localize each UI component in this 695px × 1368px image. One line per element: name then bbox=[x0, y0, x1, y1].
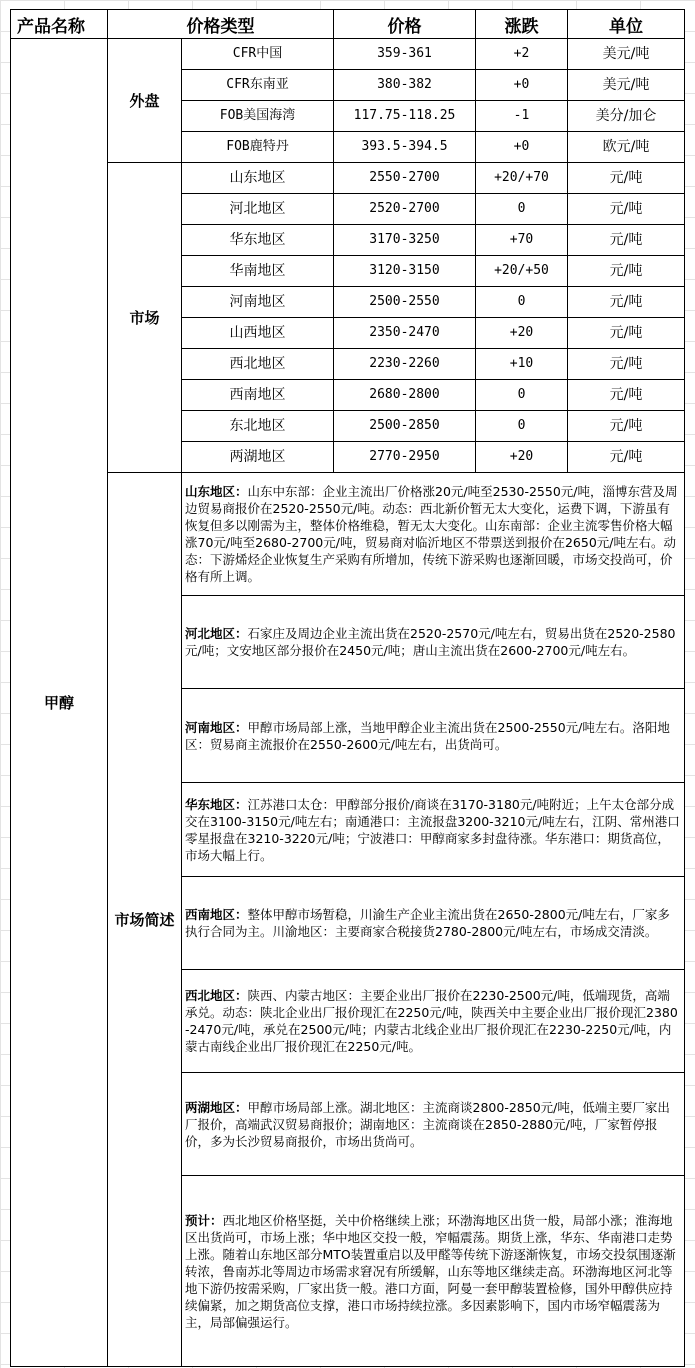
price-value: 380-382 bbox=[334, 70, 476, 101]
price-unit: 美元/吨 bbox=[568, 39, 685, 70]
price-change: +0 bbox=[476, 132, 568, 163]
summary-text: 江苏港口太仓：甲醇部分报价/商谈在3170-3180元/吨附近；上午太仓部分成交在3100-3150元/吨左右；南通港口：主流报盘3200-3210元/吨左右，江阴、常州港口零星报盘在3210-3220元/吨；宁波港口：甲醇商家多封盘待涨。华东港口：期货高位，市场大幅上行。 bbox=[185, 796, 680, 863]
region-name: 华南地区 bbox=[182, 256, 334, 287]
summary-text: 陕西、内蒙古地区：主要企业出厂报价在2230-2500元/吨，低端现货，高端承兑。动态：陕北企业出厂报价现汇在2250元/吨，陕西关中主要企业出厂报价现汇2380-2470元/吨，承兑在2500元/吨；内蒙古北线企业出厂报价现汇在2230-2250元/吨，内蒙古南线企业出厂报价现汇在2250元/吨。 bbox=[185, 988, 678, 1054]
region-name: 山东地区 bbox=[182, 163, 334, 194]
price-change: 0 bbox=[476, 287, 568, 318]
summary-label: 两湖地区： bbox=[185, 1099, 248, 1115]
summary-forecast bbox=[182, 1176, 685, 1367]
price-unit: 元/吨 bbox=[568, 163, 685, 194]
summary-text: 西北地区价格坚挺，关中价格继续上涨；环渤海地区出货一般，局部小涨；淮海地区出货尚可，市场上涨；华中地区交投一般，窄幅震荡。期货上涨，华东、华南港口走势上涨。随着山东地区部分MTO装置重启以及甲醛等传统下游逐渐恢复，市场交投氛围逐渐转浓，鲁南苏北等周边市场需求窘况有所缓解，山东等地区继续走高。环渤海地区河北等地下游仍按需采购，厂家出货一般。港口方面，阿曼一套甲醇装置检修，国外甲醇供应持续偏紧，加之期货高位支撑，港口市场持续拉涨。多因素影响下，国内市场窄幅震荡为主，局部偏强运行。 bbox=[185, 1212, 676, 1330]
summary-text: 甲醇市场局部上涨，当地甲醇企业主流出货在2500-2550元/吨左右。洛阳地区：贸易商主流报价在2550-2600元/吨左右，出货尚可。 bbox=[185, 719, 670, 752]
price-change: -1 bbox=[476, 101, 568, 132]
price-unit: 美元/吨 bbox=[568, 70, 685, 101]
summary-huadong bbox=[182, 783, 685, 877]
summary-text: 石家庄及周边企业主流出货在2520-2570元/吨左右，贸易出货在2520-2580元/吨；文安地区部分报价在2450元/吨；唐山主流出货在2600-2700元/吨左右。 bbox=[185, 626, 676, 658]
price-unit: 元/吨 bbox=[568, 442, 685, 473]
price-value: 2770-2950 bbox=[334, 442, 476, 473]
summary-shandong bbox=[182, 473, 685, 596]
price-unit: 元/吨 bbox=[568, 380, 685, 411]
price-unit: 元/吨 bbox=[568, 194, 685, 225]
region-name: 河南地区 bbox=[182, 287, 334, 318]
group-market: 市场 bbox=[108, 163, 182, 473]
summary-text: 整体甲醇市场暂稳，川渝生产企业主流出货在2650-2800元/吨左右，厂家多执行合同为主。川渝地区：主要商家合税接货2780-2800元/吨左右，市场成交清淡。 bbox=[185, 907, 670, 939]
price-value: 359-361 bbox=[334, 39, 476, 70]
summary-label: 西南地区： bbox=[185, 907, 248, 922]
price-value: 2350-2470 bbox=[334, 318, 476, 349]
summary-xinan bbox=[182, 877, 685, 970]
summary-label: 河北地区： bbox=[185, 626, 248, 641]
price-change: +20/+70 bbox=[476, 163, 568, 194]
header-row bbox=[11, 10, 685, 39]
price-change: +2 bbox=[476, 39, 568, 70]
summary-henan bbox=[182, 689, 685, 783]
header-change: 涨跌 bbox=[476, 10, 568, 39]
price-change: +20 bbox=[476, 442, 568, 473]
summary-hebei bbox=[182, 596, 685, 689]
region-name: 西南地区 bbox=[182, 380, 334, 411]
summary-label: 华东地区： bbox=[185, 796, 248, 812]
header-unit: 单位 bbox=[568, 10, 685, 39]
summary-label: 预计： bbox=[185, 1212, 223, 1228]
price-unit: 欧元/吨 bbox=[568, 132, 685, 163]
price-value: 117.75-118.25 bbox=[334, 101, 476, 132]
summary-xibei bbox=[182, 970, 685, 1073]
price-unit: 元/吨 bbox=[568, 411, 685, 442]
price-change: +10 bbox=[476, 349, 568, 380]
region-name: 山西地区 bbox=[182, 318, 334, 349]
group-summary: 市场简述 bbox=[108, 473, 182, 1367]
price-change: +0 bbox=[476, 70, 568, 101]
group-overseas: 外盘 bbox=[108, 39, 182, 163]
summary-label: 西北地区： bbox=[185, 988, 248, 1003]
summary-lianghu bbox=[182, 1073, 685, 1176]
summary-text: 山东中东部：企业主流出厂价格涨20元/吨至2530-2550元/吨，淄博东营及周边贸易商报价在2520-2550元/吨。动态：西北新价暂无太大变化，运费下调，下游虽有恢复但多以刚需为主，整体价格维稳，暂无太大变化。山东南部：企业主流零售价格大幅涨70元/吨至2680-2700元/吨，贸易商对临沂地区不带票送到报价在2650元/吨左右。动态：下游烯烃企业恢复生产采购有所增加，传统下游采购也逐渐回暖，市场交投尚可，价格有所上调。 bbox=[185, 484, 678, 584]
price-unit: 美分/加仑 bbox=[568, 101, 685, 132]
price-change: +70 bbox=[476, 225, 568, 256]
price-change: 0 bbox=[476, 411, 568, 442]
price-type: CFR中国 bbox=[182, 39, 334, 70]
price-unit: 元/吨 bbox=[568, 256, 685, 287]
region-name: 东北地区 bbox=[182, 411, 334, 442]
price-value: 2500-2550 bbox=[334, 287, 476, 318]
table-row bbox=[11, 39, 685, 70]
price-value: 2500-2850 bbox=[334, 411, 476, 442]
summary-label: 河南地区： bbox=[185, 719, 248, 735]
price-change: +20/+50 bbox=[476, 256, 568, 287]
price-type: FOB鹿特丹 bbox=[182, 132, 334, 163]
price-change: 0 bbox=[476, 380, 568, 411]
price-value: 2680-2800 bbox=[334, 380, 476, 411]
price-change: +20 bbox=[476, 318, 568, 349]
summary-label: 山东地区： bbox=[185, 484, 248, 499]
table-row bbox=[11, 163, 685, 194]
summary-row bbox=[11, 473, 685, 596]
header-product: 产品名称 bbox=[11, 10, 108, 39]
price-type: CFR东南亚 bbox=[182, 70, 334, 101]
price-value: 2230-2260 bbox=[334, 349, 476, 380]
methanol-price-table bbox=[10, 9, 685, 1367]
price-value: 393.5-394.5 bbox=[334, 132, 476, 163]
price-type: FOB美国海湾 bbox=[182, 101, 334, 132]
price-unit: 元/吨 bbox=[568, 318, 685, 349]
summary-text: 甲醇市场局部上涨。湖北地区：主流商谈2800-2850元/吨，低端主要厂家出厂报价，高端武汉贸易商报价；湖南地区：主流商谈在2850-2880元/吨，厂家暂停报价，多为长沙贸易商报价，市场出货尚可。 bbox=[185, 1099, 670, 1149]
price-change: 0 bbox=[476, 194, 568, 225]
price-value: 2520-2700 bbox=[334, 194, 476, 225]
region-name: 华东地区 bbox=[182, 225, 334, 256]
price-value: 3120-3150 bbox=[334, 256, 476, 287]
price-unit: 元/吨 bbox=[568, 225, 685, 256]
region-name: 河北地区 bbox=[182, 194, 334, 225]
header-price-type: 价格类型 bbox=[108, 10, 334, 39]
price-value: 2550-2700 bbox=[334, 163, 476, 194]
price-unit: 元/吨 bbox=[568, 287, 685, 318]
price-unit: 元/吨 bbox=[568, 349, 685, 380]
price-value: 3170-3250 bbox=[334, 225, 476, 256]
product-name: 甲醇 bbox=[11, 39, 108, 1367]
region-name: 西北地区 bbox=[182, 349, 334, 380]
header-price: 价格 bbox=[334, 10, 476, 39]
region-name: 两湖地区 bbox=[182, 442, 334, 473]
